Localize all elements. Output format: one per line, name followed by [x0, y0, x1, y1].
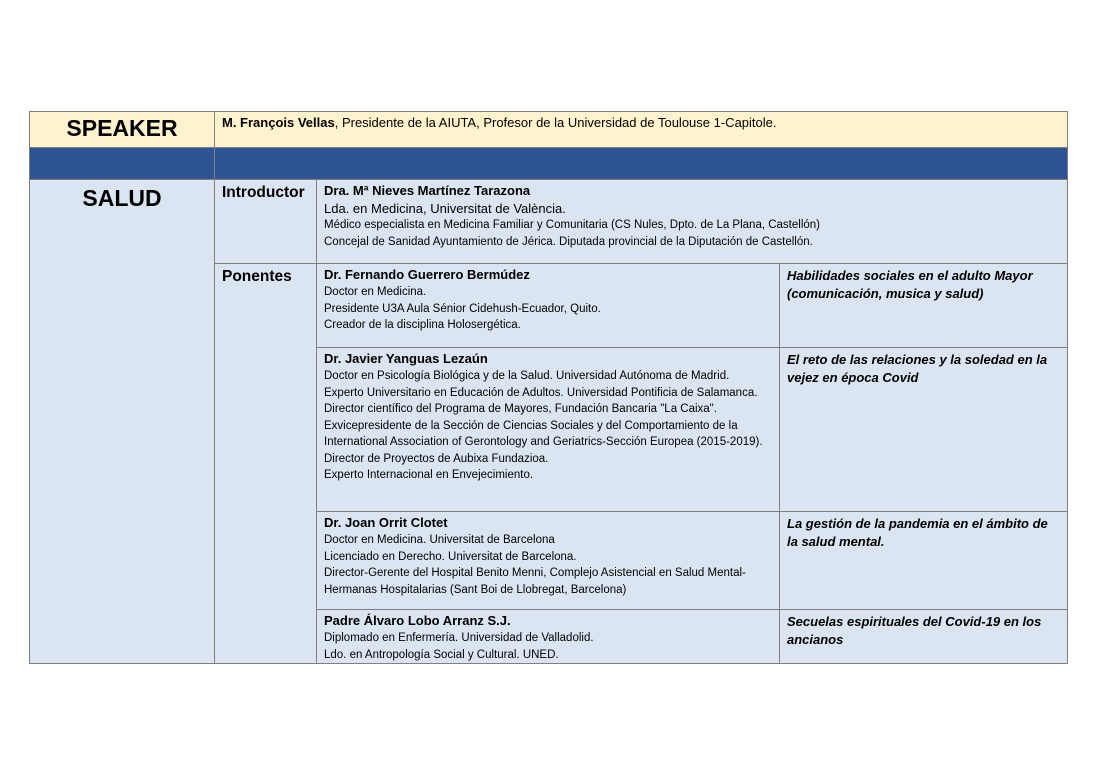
- ponente-line: Director científico del Programa de Mayores, Fundación Bancaria "La Caixa".: [324, 403, 717, 415]
- ponente-info-cell: [317, 512, 780, 610]
- ponente-info: [317, 512, 779, 598]
- introductor-label: Introductor: [222, 184, 305, 201]
- ponente-topic-cell: [780, 348, 1068, 512]
- ponentes-label-cell: [215, 264, 317, 664]
- ponente-line: Experto Universitario en Educación de Adultos. Universidad Pontificia de Salamanca.: [324, 386, 758, 399]
- salud-label: SALUD: [82, 185, 162, 211]
- speaker-name: M. François Vellas: [222, 115, 335, 130]
- ponente-line: Doctor en Medicina.: [324, 286, 427, 298]
- ponente-name: Padre Álvaro Lobo Arranz S.J.: [324, 613, 511, 628]
- ponente-topic: Secuelas espirituales del Covid-19 en los ancianos: [787, 614, 1042, 647]
- speaker-info: [215, 112, 1067, 130]
- ponente-info: [317, 264, 779, 334]
- ponente-info: [317, 610, 779, 663]
- ponente-topic-cell: [780, 512, 1068, 610]
- ponente-topic-cell: [780, 264, 1068, 348]
- separator-cell-right: [215, 148, 1068, 180]
- ponente-line: Licenciado en Derecho. Universitat de Barcelona.: [324, 550, 577, 563]
- ponente-info: [317, 348, 779, 484]
- ponente-line: Ldo. en Antropología Social y Cultural. UNED.: [324, 648, 559, 661]
- ponentes-label: Ponentes: [222, 268, 292, 285]
- ponente-line: Doctor en Psicología Biológica y de la Salud. Universidad Autónoma de Madrid.: [324, 370, 730, 382]
- ponente-line: Exvicepresidente de la Sección de Ciencias Sociales y del Comportamiento de la International Association of Gerontology and Geriatrics-Sección Europea (2015-2019).: [324, 419, 763, 448]
- introductor-row: [30, 180, 1068, 264]
- separator-row: [30, 148, 1068, 180]
- ponente-info-cell: [317, 610, 780, 664]
- ponente-line: Director-Gerente del Hospital Benito Menni, Complejo Asistencial en Salud Mental-Hermanas Hospitalarias (Sant Boi de Llobregat, Barcelona): [324, 567, 746, 596]
- speaker-description: , Presidente de la AIUTA, Profesor de la Universidad de Toulouse 1-Capitole.: [334, 115, 777, 130]
- speaker-row: [30, 112, 1068, 148]
- salud-label-cell: [30, 180, 215, 664]
- ponente-topic: La gestión de la pandemia en el ámbito de la salud mental.: [787, 516, 1048, 549]
- ponente-line: Presidente U3A Aula Sénior Cidehush-Ecuador, Quito.: [324, 302, 601, 315]
- ponente-topic: Habilidades sociales en el adulto Mayor (comunicación, musica y salud): [787, 268, 1033, 301]
- ponente-name: Dr. Joan Orrit Clotet: [324, 515, 448, 530]
- ponente-info-cell: [317, 264, 780, 348]
- introductor-degree: Lda. en Medicina, Universitat de València.: [324, 201, 566, 216]
- ponente-line: Director de Proyectos de Aubixa Fundazioa.: [324, 452, 549, 465]
- introductor-line: Médico especialista en Medicina Familiar y Comunitaria (CS Nules, Dpto. de La Plana, Castellón): [324, 219, 820, 231]
- ponente-line: Doctor en Medicina. Universitat de Barcelona: [324, 534, 555, 546]
- introductor-info-cell: [317, 180, 1068, 264]
- ponente-name: Dr. Fernando Guerrero Bermúdez: [324, 267, 530, 282]
- introductor-label-cell: [215, 180, 317, 264]
- speaker-label: SPEAKER: [66, 115, 178, 141]
- program-table: [29, 111, 1068, 664]
- ponente-info-cell: [317, 348, 780, 512]
- speaker-info-cell: [215, 112, 1068, 148]
- ponente-line: Creador de la disciplina Holosergética.: [324, 319, 521, 331]
- ponente-name: Dr. Javier Yanguas Lezaún: [324, 351, 488, 366]
- ponente-line: Experto Internacional en Envejecimiento.: [324, 469, 534, 481]
- ponente-topic-cell: [780, 610, 1068, 664]
- separator-cell-left: [30, 148, 215, 180]
- introductor-line: Concejal de Sanidad Ayuntamiento de Jérica. Diputada provincial de la Diputación de Castellón.: [324, 235, 813, 248]
- ponente-topic: El reto de las relaciones y la soledad en la vejez en época Covid: [787, 352, 1048, 385]
- introductor-name: Dra. Mª Nieves Martínez Tarazona: [324, 183, 531, 198]
- ponente-line: Diplomado en Enfermería. Universidad de Valladolid.: [324, 632, 594, 644]
- speaker-label-cell: [30, 112, 215, 148]
- introductor-info: [317, 180, 1067, 250]
